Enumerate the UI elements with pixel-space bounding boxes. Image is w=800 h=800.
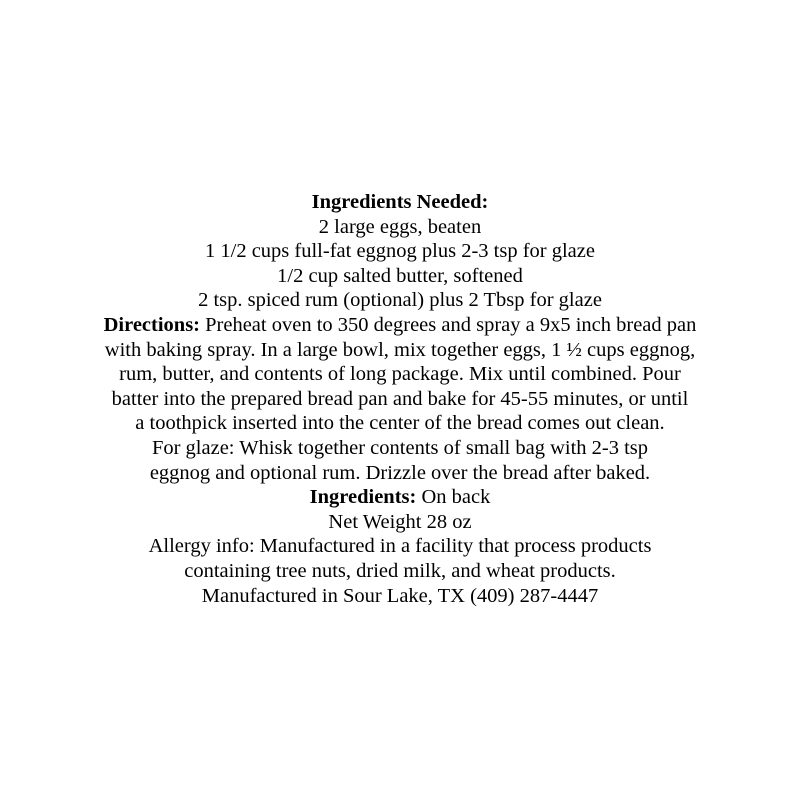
ingredient-item: 1 1/2 cups full-fat eggnog plus 2-3 tsp for glaze: [205, 240, 595, 263]
directions-line: with baking spray. In a large bowl, mix together eggs, 1 ½ cups eggnog,: [104, 338, 696, 361]
directions-label: Directions:: [103, 313, 200, 336]
directions-line: batter into the prepared bread pan and bake for 45-55 minutes, or until: [111, 387, 689, 410]
glaze-line: eggnog and optional rum. Drizzle over the bread after baked.: [149, 461, 651, 484]
ingredients-needed-heading: Ingredients Needed:: [311, 191, 489, 213]
ingredients-line: [0, 485, 800, 510]
glaze-line: For glaze: Whisk together contents of small bag with 2-3 tsp: [151, 436, 649, 459]
ingredient-item: 2 tsp. spiced rum (optional) plus 2 Tbsp for glaze: [198, 289, 602, 312]
directions-line: rum, butter, and contents of long package. Mix until combined. Pour: [119, 363, 681, 386]
directions-text: Preheat oven to 350 degrees and spray a 9x5 inch bread pan: [200, 313, 697, 336]
directions-line-1: [0, 313, 800, 338]
allergy-line: containing tree nuts, dried milk, and wheat products.: [184, 559, 616, 582]
net-weight: Net Weight 28 oz: [328, 510, 472, 533]
directions-line: a toothpick inserted into the center of the bread comes out clean.: [135, 412, 665, 435]
ingredient-item: 1/2 cup salted butter, softened: [277, 264, 523, 287]
ingredients-label: Ingredients:: [309, 486, 417, 509]
product-label: [0, 190, 800, 608]
ingredient-item: 2 large eggs, beaten: [318, 215, 482, 238]
manufacturer-info: Manufactured in Sour Lake, TX (409) 287-4447: [201, 584, 599, 607]
ingredients-value: On back: [416, 486, 491, 509]
allergy-line: Allergy info: Manufactured in a facility that process products: [148, 535, 652, 558]
